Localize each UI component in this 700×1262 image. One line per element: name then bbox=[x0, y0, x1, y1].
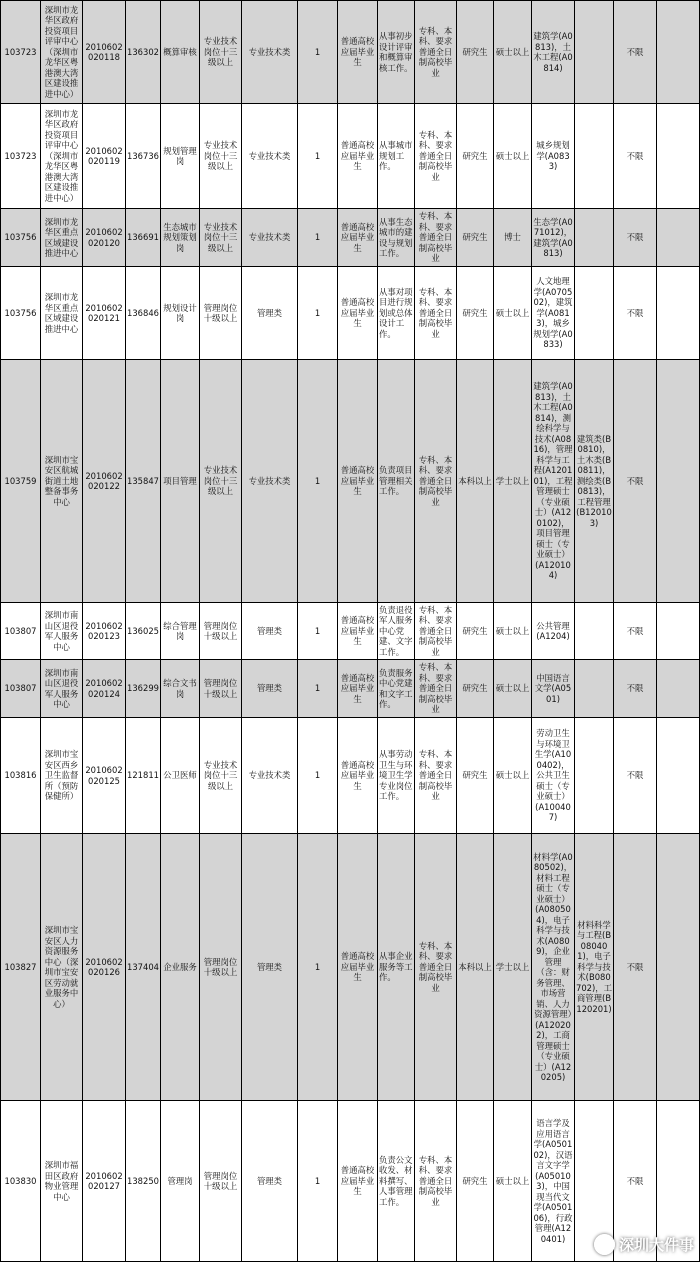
target-cell: 普通高校应届毕业生 bbox=[338, 718, 378, 834]
duty-cell: 负责退役军人服务中心党建、文字工作。 bbox=[378, 603, 415, 660]
graduate-major-cell: 生态学(A071012)，建筑学(A0813) bbox=[532, 209, 575, 267]
unit-code-cell: 103756 bbox=[1, 267, 41, 360]
post-id-cell: 136846 bbox=[126, 267, 161, 360]
post-category-cell: 专业技术类 bbox=[242, 209, 298, 267]
post-code-cell: 2010602020120 bbox=[83, 209, 126, 267]
post-code-cell: 2010602020127 bbox=[83, 1101, 126, 1262]
post-name-cell: 公卫医师 bbox=[161, 718, 200, 834]
education-note-cell: 专科、本科、要求普通全日制高校毕业 bbox=[415, 834, 457, 1101]
post-name-cell: 管理岗 bbox=[161, 1101, 200, 1262]
graduate-major-cell: 劳动卫生与环境卫生学(A100402)，公共卫生硕士（专业硕士）(A100407) bbox=[532, 718, 575, 834]
table-row bbox=[1, 1, 700, 104]
graduate-major-cell: 城乡规划学(A0833) bbox=[532, 104, 575, 209]
post-category-cell: 专业技术类 bbox=[242, 718, 298, 834]
target-cell: 普通高校应届毕业生 bbox=[338, 104, 378, 209]
unit-name-cell: 深圳市南山区退役军人服务中心 bbox=[41, 660, 83, 718]
degree-cell: 硕士以上 bbox=[494, 660, 532, 718]
post-code-cell: 2010602020123 bbox=[83, 603, 126, 660]
education-note-cell: 专科、本科、要求普通全日制高校毕业 bbox=[415, 718, 457, 834]
post-level-cell: 专业技术岗位十三级以上 bbox=[200, 1, 242, 104]
unit-name-cell: 深圳市宝安区西乡卫生监督所（预防保健所） bbox=[41, 718, 83, 834]
education-note-cell: 专科、本科、要求普通全日制高校毕业 bbox=[415, 1, 457, 104]
post-code-cell: 2010602020126 bbox=[83, 834, 126, 1101]
age-cell: 不限 bbox=[614, 834, 657, 1101]
undergraduate-major-cell bbox=[575, 718, 614, 834]
undergraduate-major-cell bbox=[575, 267, 614, 360]
headcount-cell: 1 bbox=[298, 1, 338, 104]
unit-name-cell: 深圳市南山区退役军人服务中心 bbox=[41, 603, 83, 660]
target-cell: 普通高校应届毕业生 bbox=[338, 209, 378, 267]
headcount-cell: 1 bbox=[298, 834, 338, 1101]
post-level-cell: 专业技术岗位十三级以上 bbox=[200, 209, 242, 267]
post-name-cell: 概算审核 bbox=[161, 1, 200, 104]
unit-code-cell: 103807 bbox=[1, 660, 41, 718]
unit-code-cell: 103816 bbox=[1, 718, 41, 834]
duty-cell: 从事生态城市的建设与规划工作。 bbox=[378, 209, 415, 267]
graduate-major-cell: 公共管理(A1204) bbox=[532, 603, 575, 660]
education-cell: 研究生 bbox=[457, 104, 494, 209]
graduate-major-cell: 人文地理学(A070502)，建筑学(A0813)，城乡规划学(A0833) bbox=[532, 267, 575, 360]
other-cell bbox=[657, 660, 700, 718]
other-cell bbox=[657, 209, 700, 267]
post-code-cell: 2010602020122 bbox=[83, 360, 126, 603]
education-note-cell: 专科、本科、要求普通全日制高校毕业 bbox=[415, 1101, 457, 1262]
unit-code-cell: 103723 bbox=[1, 1, 41, 104]
undergraduate-major-cell: 材料科学与工程(B080401)，电子科学与技术(B080702)，工商管理(B120201) bbox=[575, 834, 614, 1101]
age-cell: 不限 bbox=[614, 603, 657, 660]
target-cell: 普通高校应届毕业生 bbox=[338, 267, 378, 360]
unit-code-cell: 103827 bbox=[1, 834, 41, 1101]
education-cell: 研究生 bbox=[457, 660, 494, 718]
post-category-cell: 管理类 bbox=[242, 660, 298, 718]
degree-cell: 硕士以上 bbox=[494, 267, 532, 360]
post-code-cell: 2010602020118 bbox=[83, 1, 126, 104]
watermark bbox=[594, 1234, 694, 1255]
degree-cell: 硕士以上 bbox=[494, 603, 532, 660]
target-cell: 普通高校应届毕业生 bbox=[338, 360, 378, 603]
undergraduate-major-cell bbox=[575, 603, 614, 660]
education-cell: 本科以上 bbox=[457, 360, 494, 603]
post-code-cell: 2010602020119 bbox=[83, 104, 126, 209]
post-level-cell: 管理岗位十级以上 bbox=[200, 660, 242, 718]
post-name-cell: 规划设计岗 bbox=[161, 267, 200, 360]
other-cell bbox=[657, 1, 700, 104]
post-category-cell: 专业技术类 bbox=[242, 1, 298, 104]
duty-cell: 从事企业服务等工作。 bbox=[378, 834, 415, 1101]
unit-code-cell: 103756 bbox=[1, 209, 41, 267]
education-note-cell: 专科、本科、要求普通全日制高校毕业 bbox=[415, 360, 457, 603]
unit-code-cell: 103807 bbox=[1, 603, 41, 660]
post-id-cell: 136302 bbox=[126, 1, 161, 104]
post-category-cell: 管理类 bbox=[242, 834, 298, 1101]
degree-cell: 硕士以上 bbox=[494, 104, 532, 209]
post-level-cell: 管理岗位十级以上 bbox=[200, 1101, 242, 1262]
unit-code-cell: 103723 bbox=[1, 104, 41, 209]
post-level-cell: 管理岗位十级以上 bbox=[200, 603, 242, 660]
post-name-cell: 规划管理岗 bbox=[161, 104, 200, 209]
age-cell: 不限 bbox=[614, 267, 657, 360]
graduate-major-cell: 材料学(A080502)，材料工程硕士（专业硕士）(A080504)，电子科学与技术(A0809)，企业管理（含：财务管理、市场营销、人力资源管理）(A120202)，工商管理硕士（专业硕士）(A120205) bbox=[532, 834, 575, 1101]
post-id-cell: 137404 bbox=[126, 834, 161, 1101]
post-id-cell: 138250 bbox=[126, 1101, 161, 1262]
degree-cell: 学士以上 bbox=[494, 834, 532, 1101]
post-level-cell: 管理岗位十级以上 bbox=[200, 267, 242, 360]
other-cell bbox=[657, 104, 700, 209]
graduate-major-cell: 建筑学(A0813)，土木工程(A0814) bbox=[532, 1, 575, 104]
post-category-cell: 管理类 bbox=[242, 267, 298, 360]
target-cell: 普通高校应届毕业生 bbox=[338, 1101, 378, 1262]
table-row bbox=[1, 718, 700, 834]
duty-cell: 从事城市规划工作。 bbox=[378, 104, 415, 209]
education-cell: 本科以上 bbox=[457, 834, 494, 1101]
education-note-cell: 专科、本科、要求普通全日制高校毕业 bbox=[415, 660, 457, 718]
headcount-cell: 1 bbox=[298, 267, 338, 360]
degree-cell: 学士以上 bbox=[494, 360, 532, 603]
post-code-cell: 2010602020124 bbox=[83, 660, 126, 718]
other-cell bbox=[657, 834, 700, 1101]
target-cell: 普通高校应届毕业生 bbox=[338, 1, 378, 104]
age-cell: 不限 bbox=[614, 718, 657, 834]
post-level-cell: 管理岗位十级以上 bbox=[200, 834, 242, 1101]
headcount-cell: 1 bbox=[298, 718, 338, 834]
headcount-cell: 1 bbox=[298, 104, 338, 209]
target-cell: 普通高校应届毕业生 bbox=[338, 603, 378, 660]
education-note-cell: 专科、本科、要求普通全日制高校毕业 bbox=[415, 209, 457, 267]
age-cell: 不限 bbox=[614, 104, 657, 209]
undergraduate-major-cell bbox=[575, 104, 614, 209]
target-cell: 普通高校应届毕业生 bbox=[338, 660, 378, 718]
post-category-cell: 专业技术类 bbox=[242, 104, 298, 209]
post-name-cell: 生态城市规划策划岗 bbox=[161, 209, 200, 267]
unit-name-cell: 深圳市宝安区人力资源服务中心（深圳市宝安区劳动就业服务中心） bbox=[41, 834, 83, 1101]
undergraduate-major-cell bbox=[575, 209, 614, 267]
post-id-cell: 121811 bbox=[126, 718, 161, 834]
education-note-cell: 专科、本科、要求普通全日制高校毕业 bbox=[415, 603, 457, 660]
post-name-cell: 综合管理岗 bbox=[161, 603, 200, 660]
headcount-cell: 1 bbox=[298, 209, 338, 267]
education-cell: 研究生 bbox=[457, 718, 494, 834]
table-row bbox=[1, 209, 700, 267]
post-category-cell: 管理类 bbox=[242, 603, 298, 660]
unit-name-cell: 深圳市龙华区政府投资项目评审中心（深圳市龙华区粤港澳大湾区建设推进中心） bbox=[41, 1, 83, 104]
age-cell: 不限 bbox=[614, 209, 657, 267]
other-cell bbox=[657, 267, 700, 360]
unit-code-cell: 103759 bbox=[1, 360, 41, 603]
post-name-cell: 项目管理 bbox=[161, 360, 200, 603]
table-row bbox=[1, 603, 700, 660]
table-row bbox=[1, 660, 700, 718]
table-row bbox=[1, 360, 700, 603]
duty-cell: 负责服务中心党建和文字工作。 bbox=[378, 660, 415, 718]
other-cell bbox=[657, 603, 700, 660]
headcount-cell: 1 bbox=[298, 360, 338, 603]
other-cell bbox=[657, 360, 700, 603]
target-cell: 普通高校应届毕业生 bbox=[338, 834, 378, 1101]
education-cell: 研究生 bbox=[457, 1101, 494, 1262]
unit-name-cell: 深圳市龙华区政府投资项目评审中心（深圳市龙华区粤港澳大湾区建设推进中心） bbox=[41, 104, 83, 209]
education-cell: 研究生 bbox=[457, 209, 494, 267]
post-id-cell: 136736 bbox=[126, 104, 161, 209]
post-id-cell: 136299 bbox=[126, 660, 161, 718]
post-code-cell: 2010602020125 bbox=[83, 718, 126, 834]
table-row bbox=[1, 834, 700, 1101]
post-level-cell: 专业技术岗位十三级以上 bbox=[200, 360, 242, 603]
education-note-cell: 专科、本科、要求普通全日制高校毕业 bbox=[415, 104, 457, 209]
education-note-cell: 专科、本科、要求普通全日制高校毕业 bbox=[415, 267, 457, 360]
unit-name-cell: 深圳市福田区政府物业管理中心 bbox=[41, 1101, 83, 1262]
unit-name-cell: 深圳市龙华区重点区域建设推进中心 bbox=[41, 209, 83, 267]
unit-name-cell: 深圳市龙华区重点区域建设推进中心 bbox=[41, 267, 83, 360]
watermark-text: 深圳大件事 bbox=[618, 1236, 694, 1254]
post-category-cell: 专业技术类 bbox=[242, 360, 298, 603]
age-cell: 不限 bbox=[614, 360, 657, 603]
post-id-cell: 136025 bbox=[126, 603, 161, 660]
age-cell: 不限 bbox=[614, 1, 657, 104]
undergraduate-major-cell: 建筑类(B0810)，土木类(B0811)，测绘类(B0813)，工程管理(B120103) bbox=[575, 360, 614, 603]
post-category-cell: 管理类 bbox=[242, 1101, 298, 1262]
education-cell: 研究生 bbox=[457, 603, 494, 660]
post-level-cell: 专业技术岗位十三级以上 bbox=[200, 718, 242, 834]
age-cell: 不限 bbox=[614, 660, 657, 718]
post-name-cell: 综合文书岗 bbox=[161, 660, 200, 718]
education-cell: 研究生 bbox=[457, 267, 494, 360]
post-level-cell: 专业技术岗位十三级以上 bbox=[200, 104, 242, 209]
wechat-logo-icon bbox=[594, 1234, 615, 1255]
post-id-cell: 136691 bbox=[126, 209, 161, 267]
post-code-cell: 2010602020121 bbox=[83, 267, 126, 360]
headcount-cell: 1 bbox=[298, 603, 338, 660]
graduate-major-cell: 建筑学(A0813)，土木工程(A0814)，测绘科学与技术(A0816)，管理科学与工程(A120101)，工程管理硕士（专业硕士）(A120102)，项目管理硕士（专业硕士）(A120104) bbox=[532, 360, 575, 603]
table-row bbox=[1, 267, 700, 360]
duty-cell: 从事初步设计评审和概算审核工作。 bbox=[378, 1, 415, 104]
post-id-cell: 135847 bbox=[126, 360, 161, 603]
degree-cell: 硕士以上 bbox=[494, 1, 532, 104]
degree-cell: 硕士以上 bbox=[494, 718, 532, 834]
headcount-cell: 1 bbox=[298, 660, 338, 718]
duty-cell: 从事劳动卫生与环境卫生学专业岗位工作。 bbox=[378, 718, 415, 834]
age-cell: 不限 bbox=[614, 1101, 657, 1262]
graduate-major-cell: 语言学及应用语言学(A050102)，汉语言文字学(A050103)，中国现当代文学(A050106)，行政管理(A120401) bbox=[532, 1101, 575, 1262]
degree-cell: 硕士以上 bbox=[494, 1101, 532, 1262]
degree-cell: 博士 bbox=[494, 209, 532, 267]
undergraduate-major-cell bbox=[575, 1, 614, 104]
education-cell: 研究生 bbox=[457, 1, 494, 104]
duty-cell: 负责项目管理相关工作。 bbox=[378, 360, 415, 603]
unit-name-cell: 深圳市宝安区航城街道土地整备事务中心 bbox=[41, 360, 83, 603]
post-name-cell: 企业服务 bbox=[161, 834, 200, 1101]
duty-cell: 负责公文收发、材料撰写、人事管理工作。 bbox=[378, 1101, 415, 1262]
table-row bbox=[1, 104, 700, 209]
headcount-cell: 1 bbox=[298, 1101, 338, 1262]
duty-cell: 从事对项目进行规划或总体设计工作。 bbox=[378, 267, 415, 360]
graduate-major-cell: 中国语言文学(A0501) bbox=[532, 660, 575, 718]
other-cell bbox=[657, 718, 700, 834]
undergraduate-major-cell bbox=[575, 660, 614, 718]
unit-code-cell: 103830 bbox=[1, 1101, 41, 1262]
